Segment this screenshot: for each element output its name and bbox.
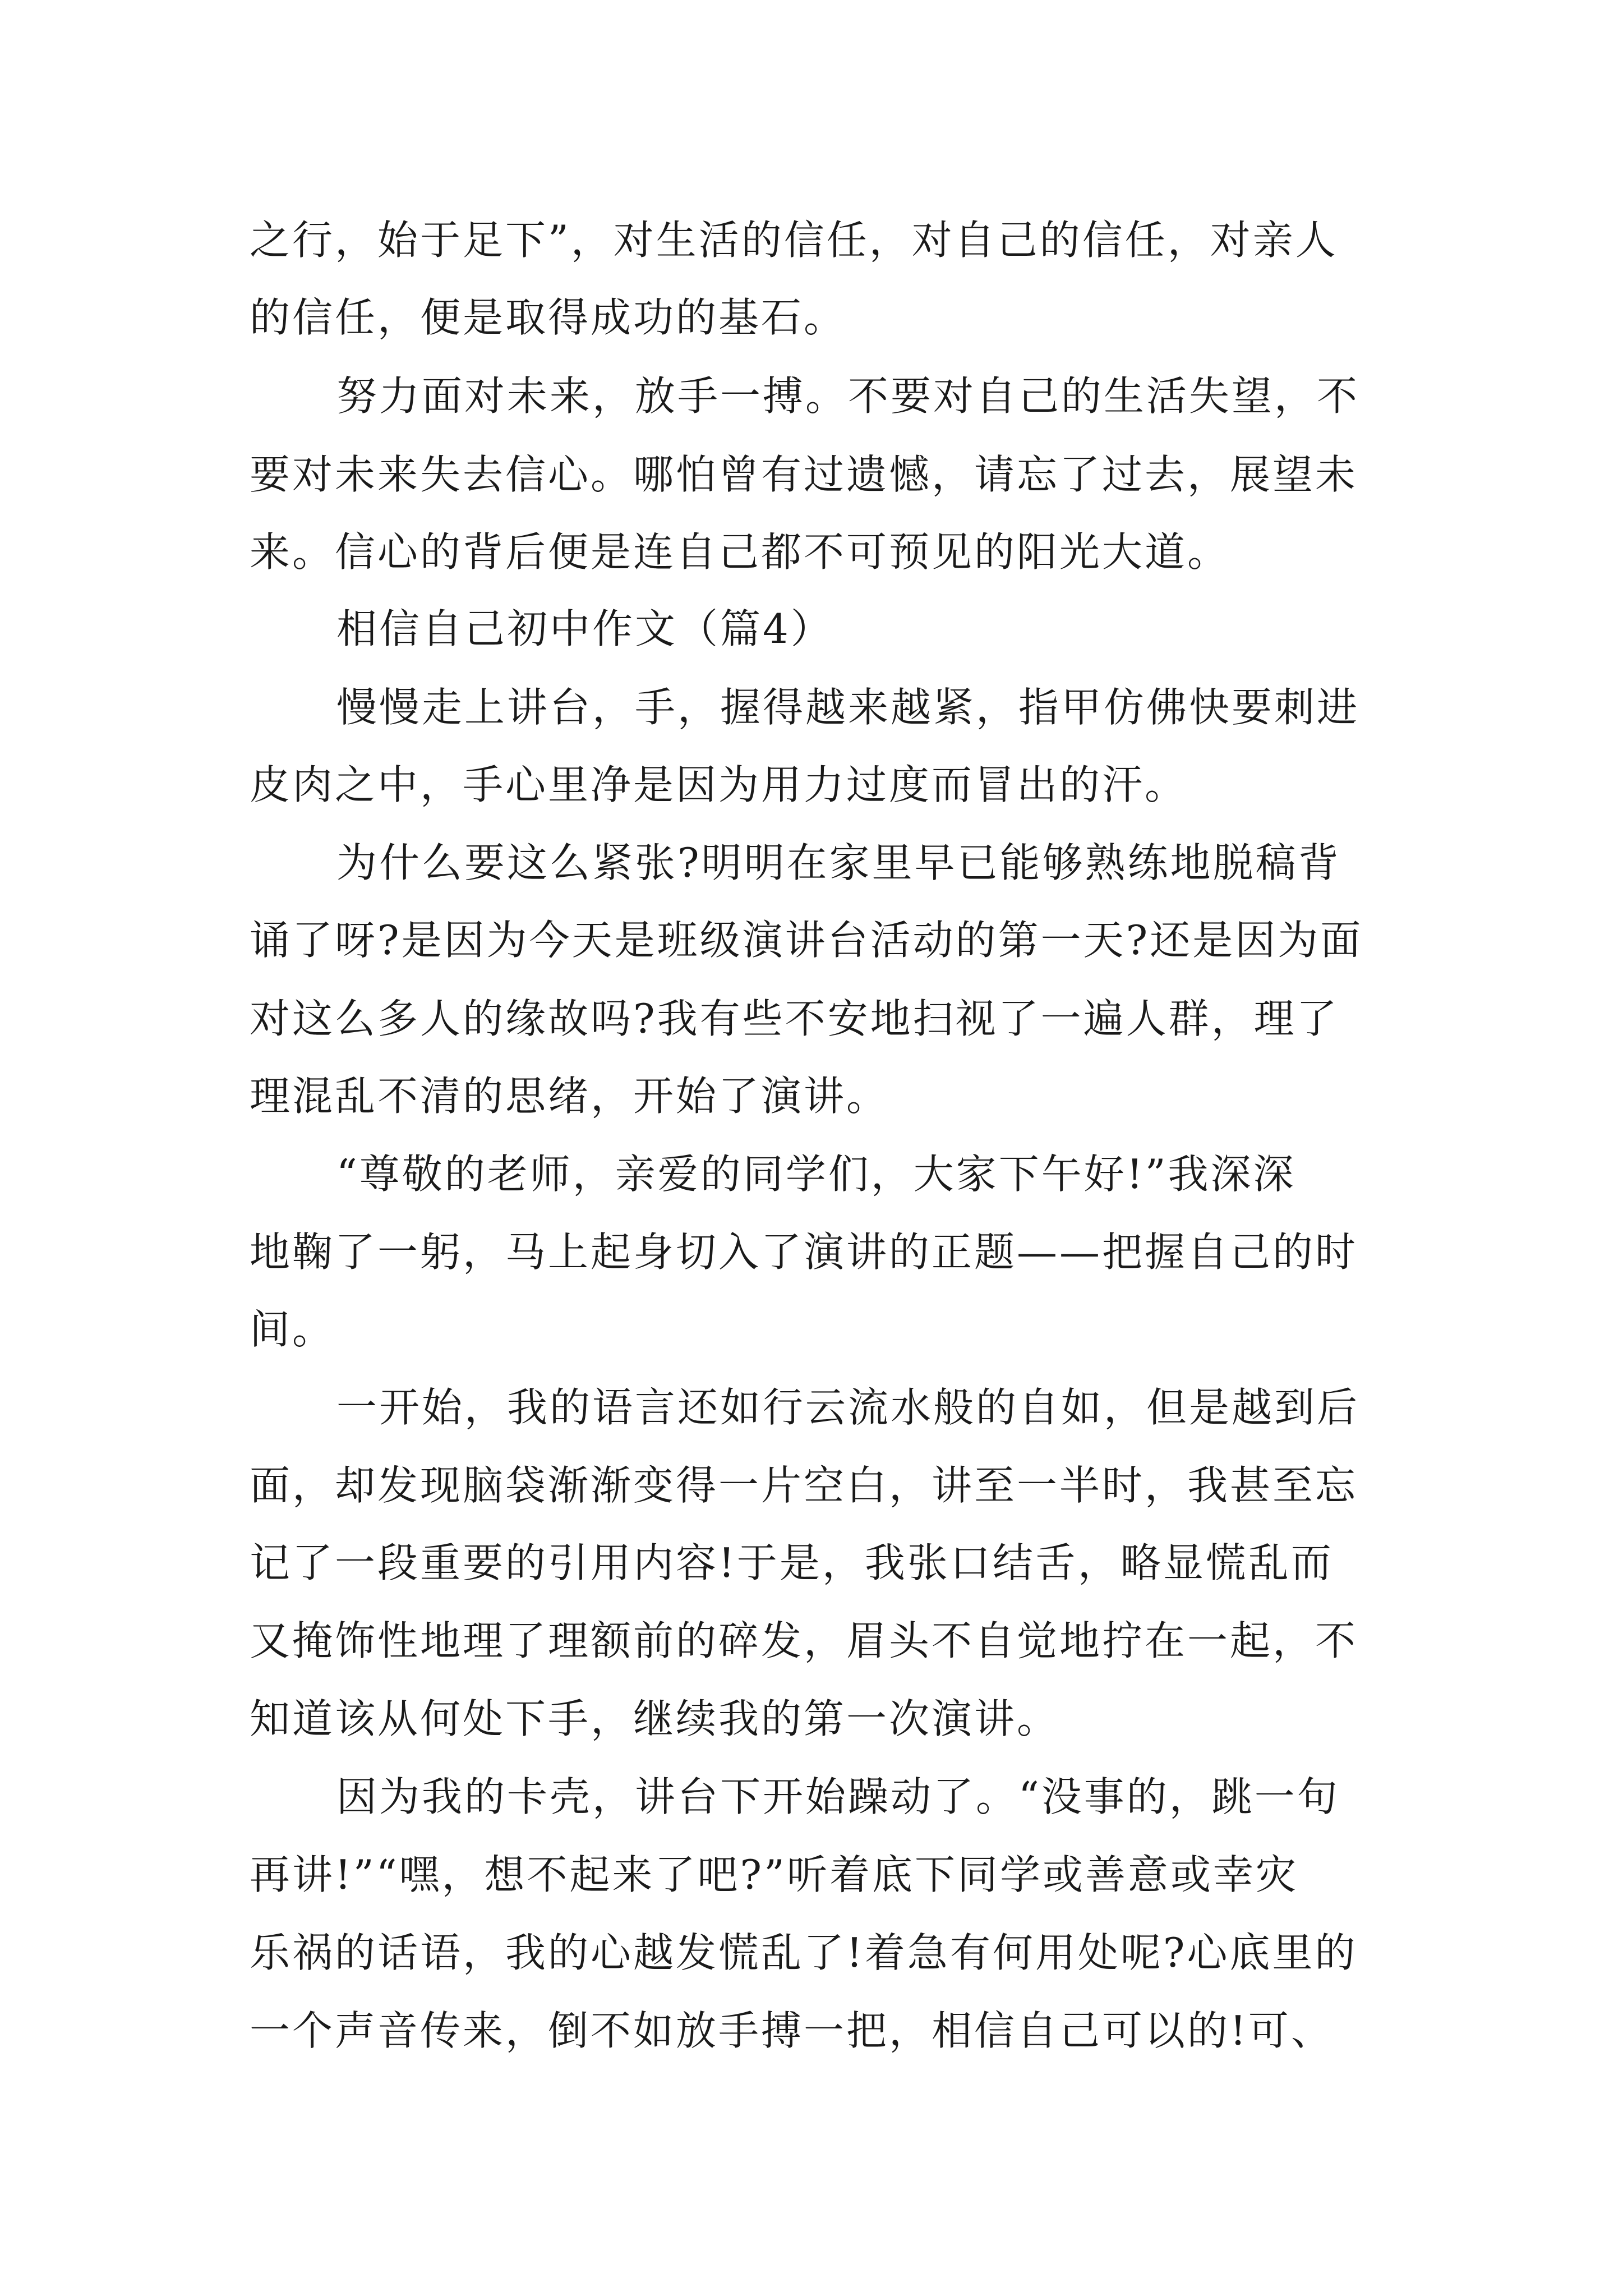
text-line: 地鞠了一躬，马上起身切入了演讲的正题——把握自己的时 — [250, 1228, 1358, 1276]
text-line: 之行，始于足下”，对生活的信任，对自己的信任，对亲人 — [250, 217, 1338, 264]
text-line: 来。信心的背后便是连自己都不可预见的阳光大道。 — [250, 528, 1230, 576]
text-line: 间。 — [250, 1306, 335, 1353]
text-line: 面，却发现脑袋渐渐变得一片空白，讲至一半时，我甚至忘 — [250, 1462, 1358, 1509]
text-line: 皮肉之中，手心里净是因为用力过度而冒出的汗。 — [250, 761, 1188, 808]
text-line: 一个声音传来，倒不如放手搏一把，相信自己可以的!可、 — [250, 2007, 1334, 2054]
paragraph-start-line: 慢慢走上讲台，手，握得越来越紧，指甲仿佛快要刺进 — [336, 684, 1360, 731]
text-line: 再讲!”“嘿，想不起来了吧?”听着底下同学或善意或幸灾 — [250, 1851, 1298, 1898]
text-line: 知道该从何处下手，继续我的第一次演讲。 — [250, 1695, 1060, 1742]
text-line: 又掩饰性地理了理额前的碎发，眉头不自觉地拧在一起，不 — [250, 1617, 1358, 1664]
paragraph-start-line: 努力面对未来，放手一搏。不要对自己的生活失望，不 — [336, 372, 1360, 420]
text-line: 乐祸的话语，我的心越发慌乱了!着急有何用处呢?心底里的 — [250, 1929, 1358, 1976]
text-line: 诵了呀?是因为今天是班级演讲台活动的第一天?还是因为面 — [250, 917, 1363, 964]
paragraph-start-line: 为什么要这么紧张?明明在家里早已能够熟练地脱稿背 — [336, 839, 1341, 886]
paragraph-start-line: 因为我的卡壳，讲台下开始躁动了。“没事的，跳一句 — [336, 1773, 1340, 1820]
paragraph-start-line: “尊敬的老师，亲爱的同学们，大家下午好!”我深深 — [336, 1151, 1296, 1198]
paragraph-start-line: 一开始，我的语言还如行云流水般的自如，但是越到后 — [336, 1384, 1360, 1431]
text-line: 要对未来失去信心。哪怕曾有过遗憾，请忘了过去，展望未 — [250, 451, 1358, 498]
text-line: 记了一段重要的引用内容!于是，我张口结舌，略显慌乱而 — [250, 1539, 1334, 1586]
text-line: 的信任，便是取得成功的基石。 — [250, 294, 847, 341]
text-line: 对这么多人的缘故吗?我有些不安地扫视了一遍人群，理了 — [250, 995, 1339, 1042]
text-line: 理混乱不清的思绪，开始了演讲。 — [250, 1073, 889, 1120]
section-heading: 相信自己初中作文（篇4） — [336, 605, 833, 652]
